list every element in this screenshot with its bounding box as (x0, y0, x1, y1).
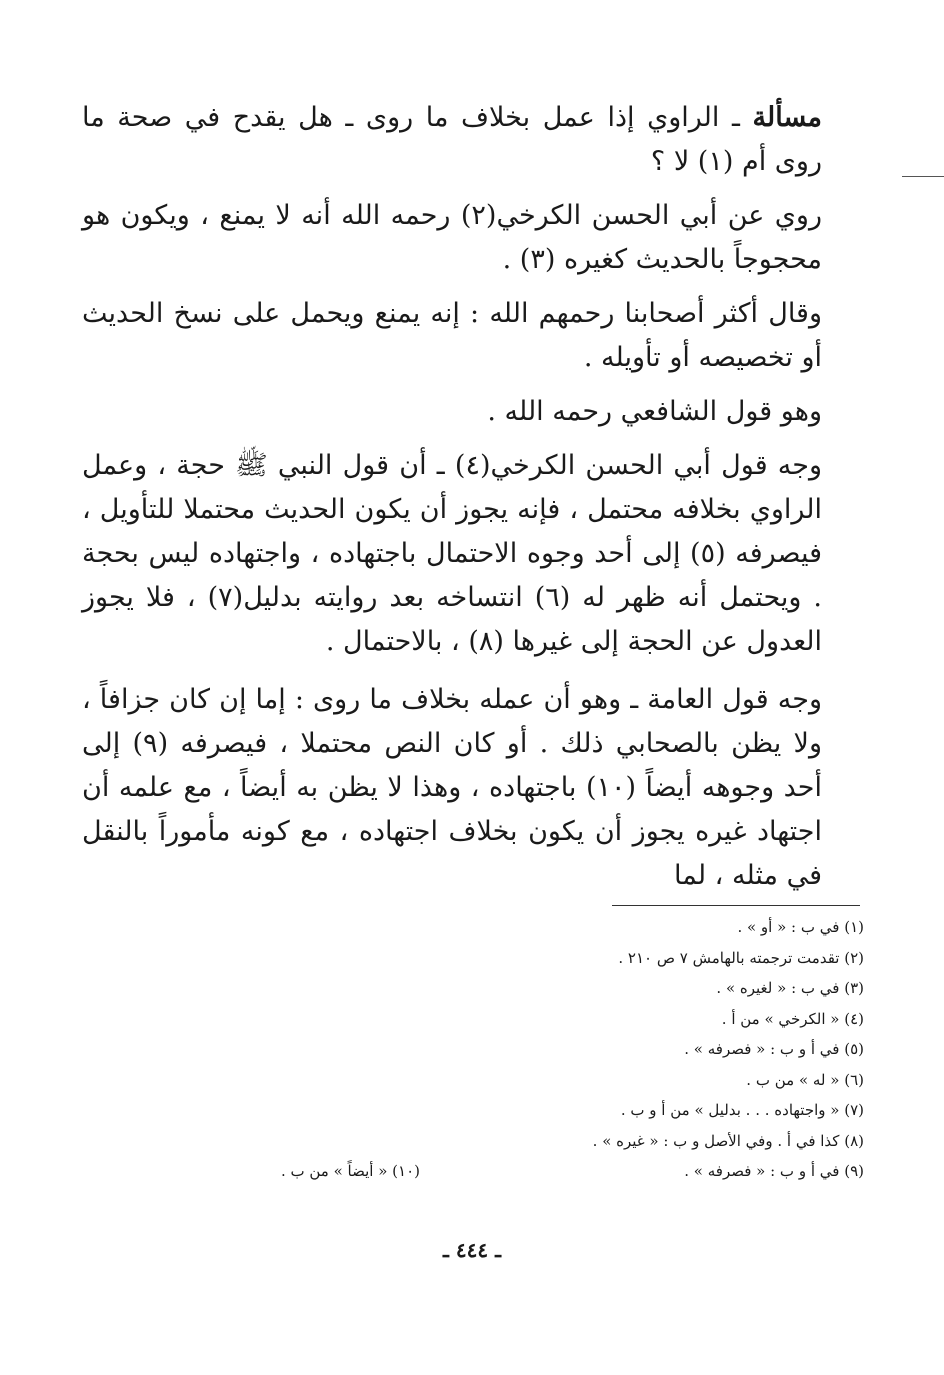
footnote-7: (٧) « واجتهاده . . . بدليل » من أ و ب . (620, 1101, 864, 1119)
footnote-6: (٦) « له » من ب . (746, 1070, 864, 1089)
paragraph-majority-view: وقال أكثر أصحابنا رحمهم الله : إنه يمنع ويحمل على نسخ الحديث أو تخصيصه أو تأويله . (82, 298, 822, 373)
footnotes (534, 912, 864, 1187)
footnote-3: (٣) في ب : « لغيره » . (716, 979, 864, 997)
paragraph-text: ـ الراوي إذا عمل بخلاف ما روى ـ هل يقدح في صحة ما روى أم (١) لا ؟ (82, 102, 822, 177)
footnote-8: (٨) كذا في أ . وفي الأصل و ب : « غيره » . (592, 1131, 864, 1150)
footnote-2: (٢) تقدمت ترجمته بالهامش ٧ ص ٢١٠ . (618, 948, 864, 967)
page-number: ـ ٤٤٤ ـ (443, 1238, 501, 1262)
paragraph-karkhi-view: روي عن أبي الحسن الكرخي(٢) رحمه الله أنه لا يمنع ، ويكون هو محجوجاً بالحديث كغيره (٣) . (82, 200, 822, 275)
footnote-10: (١٠) « أيضاً » من ب . (280, 1162, 420, 1180)
footnote-separator (612, 905, 860, 906)
paragraph-majority-argument: وجه قول العامة ـ وهو أن عمله بخلاف ما روى : إما إن كان جزافاً ، ولا يظن بالصحابي ذلك . أو كان النص محتملا ، فيصرفه (٩) إلى أحد وجوهه أيضاً (١٠) باجتهاده ، وهذا لا يظن به أيضاً ، مع علمه أن اجتهاد غيره يجوز أن يكون بخلاف اجتهاده ، مع كونه مأموراً بالنقل في مثله ، لما (82, 684, 822, 891)
paragraph-karkhi-argument: وجه قول أبي الحسن الكرخي(٤) ـ أن قول النبي ﷺ حجة ، وعمل الراوي بخلافه محتمل ، فإنه يجوز أن يكون الحديث محتملا للتأويل ، فيصرفه (٥) إلى أحد وجوه الاحتمال باجتهاده ، واجتهاده ليس بحجة . ويحتمل أنه ظهر له (٦) انتساخه بعد روايته بدليل(٧) ، فلا يجوز العدول عن الحجة إلى غيرها (٨) ، بالاحتمال . (82, 450, 823, 657)
paragraph-shafii: وهو قول الشافعي رحمه الله . (487, 396, 822, 427)
footnote-4: (٤) « الكرخي » من أ . (721, 1009, 864, 1028)
main-text (82, 96, 822, 908)
paragraph-issue (82, 96, 822, 184)
footnote-9: (٩) في أ و ب : « فصرفه » . (684, 1162, 864, 1180)
margin-mark (902, 176, 944, 177)
issue-heading: مسألة (752, 102, 822, 133)
footnote-1: (١) في ب : « أو » . (737, 918, 864, 936)
footnote-5: (٥) في أ و ب : « فصرفه » . (684, 1040, 864, 1058)
